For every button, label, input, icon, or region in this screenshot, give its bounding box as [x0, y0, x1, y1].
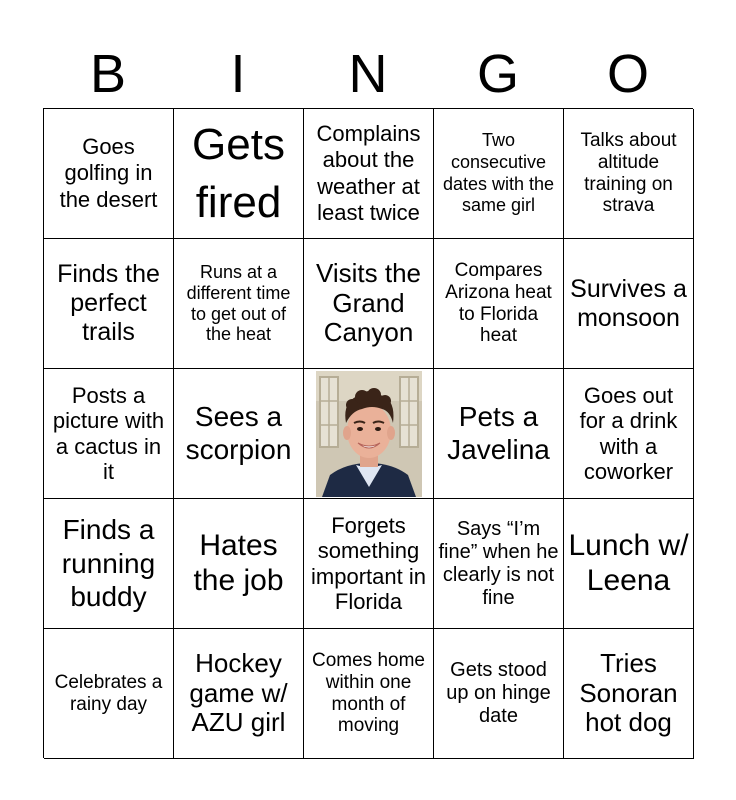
bingo-cell[interactable]	[564, 369, 694, 499]
cell-text: Finds the perfect trails	[57, 260, 160, 346]
bingo-cell[interactable]	[434, 239, 564, 369]
cell-text: Talks about altitude training on strava	[580, 129, 677, 217]
cell-text: Gets stood up on hinge date	[446, 659, 551, 727]
bingo-cell[interactable]	[564, 239, 694, 369]
cell-text: Hates the job	[193, 529, 284, 597]
bingo-cell[interactable]	[174, 499, 304, 629]
header-letter-i: I	[230, 44, 246, 104]
bingo-grid	[43, 108, 693, 758]
bingo-cell[interactable]	[304, 239, 434, 369]
cell-text: Comes home within one month of moving	[312, 649, 425, 737]
bingo-cell[interactable]	[434, 629, 564, 759]
header-letter-n: N	[348, 44, 388, 104]
cell-text: Celebrates a rainy day	[54, 671, 163, 715]
cell-text: Runs at a different time to get out of the heat	[186, 262, 291, 345]
cell-text: Goes out for a drink with a coworker	[579, 382, 678, 484]
cell-text: Visits the Grand Canyon	[315, 257, 421, 348]
cell-text: Posts a picture with a cactus in it	[52, 382, 165, 484]
bingo-cell[interactable]	[174, 239, 304, 369]
cell-text: Hockey game w/ AZU girl	[189, 647, 288, 738]
bingo-cell[interactable]	[44, 629, 174, 759]
cell-text: Sees a scorpion	[185, 401, 292, 465]
bingo-cell[interactable]	[304, 629, 434, 759]
portrait-image	[316, 371, 422, 497]
bingo-cell[interactable]	[174, 629, 304, 759]
bingo-cell[interactable]	[564, 629, 694, 759]
cell-text: Says “I’m fine” when he clearly is not fine	[438, 517, 559, 609]
bingo-cell[interactable]	[44, 109, 174, 239]
bingo-cell[interactable]	[434, 499, 564, 629]
bingo-cell[interactable]	[564, 109, 694, 239]
portrait-photo	[316, 371, 422, 497]
cell-text: Survives a monsoon	[570, 274, 687, 332]
cell-text: Complains about the weather at least twice	[316, 120, 421, 225]
bingo-cell[interactable]	[304, 499, 434, 629]
cell-text: Tries Sonoran hot dog	[579, 647, 678, 738]
cell-text: Pets a Javelina	[447, 401, 550, 465]
cell-text: Finds a running buddy	[61, 514, 156, 613]
cell-text: Gets fired	[192, 120, 285, 227]
bingo-cell[interactable]	[304, 109, 434, 239]
bingo-cell[interactable]	[174, 109, 304, 239]
bingo-cell[interactable]	[434, 109, 564, 239]
cell-text: Lunch w/ Leena	[568, 529, 689, 597]
bingo-cell[interactable]	[564, 499, 694, 629]
cell-text: Two consecutive dates with the same girl	[442, 130, 555, 216]
bingo-cell[interactable]	[44, 499, 174, 629]
free-space-photo-cell[interactable]	[304, 369, 434, 499]
bingo-cell[interactable]	[434, 369, 564, 499]
bingo-header	[43, 40, 693, 108]
bingo-cell[interactable]	[174, 369, 304, 499]
cell-text: Goes golfing in the desert	[59, 133, 158, 212]
bingo-cell[interactable]	[44, 369, 174, 499]
header-letter-g: G	[476, 44, 519, 104]
cell-text: Compares Arizona heat to Florida heat	[445, 259, 552, 347]
header-letter-o: O	[606, 44, 649, 104]
header-letter-b: B	[89, 44, 127, 104]
cell-text: Forgets something important in Florida	[311, 512, 426, 614]
bingo-cell[interactable]	[44, 239, 174, 369]
